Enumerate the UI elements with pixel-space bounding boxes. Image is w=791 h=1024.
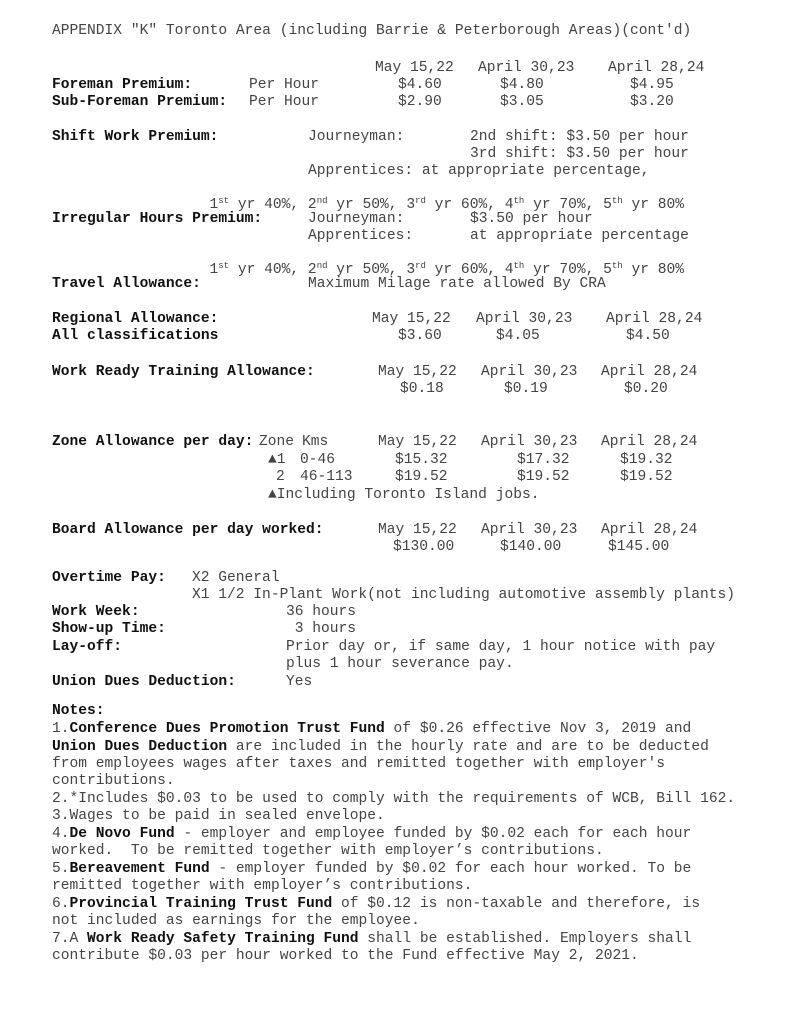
show-up-time-label: Show-up Time: xyxy=(52,621,166,637)
year-pct: yr 40%, xyxy=(229,262,308,278)
work-week-value: 36 hours xyxy=(286,604,357,620)
foreman-unit: Per Hour xyxy=(249,77,320,93)
third-shift-rate: 3rd shift: $3.50 per hour xyxy=(470,146,689,162)
year-pct: yr 70%, xyxy=(524,262,604,278)
travel-allowance-value: Maximum Milage rate allowed By CRA xyxy=(308,276,606,292)
note-text: of $0.26 effective Nov 3, 2019 and xyxy=(384,721,692,737)
zone-number: 2 xyxy=(276,469,285,485)
board-allowance-label: Board Allowance per day worked: xyxy=(52,522,324,538)
year-num: 5 xyxy=(603,197,612,213)
zone-col-kms: Kms xyxy=(302,434,329,450)
foreman-value: $4.60 xyxy=(398,77,442,93)
zone-value: $15.32 xyxy=(395,452,448,468)
note-text: shall be established. Employers shall xyxy=(358,931,692,947)
foreman-value: $4.95 xyxy=(630,77,674,93)
year-pct: yr 70%, xyxy=(524,197,604,213)
zone-value: $19.52 xyxy=(517,469,570,485)
page-title: APPENDIX "K" Toronto Area (including Barrie & Peterborough Areas)(cont'd) xyxy=(52,23,692,39)
note-1-line-3: from employees wages after taxes and remitted together with employer's xyxy=(52,756,666,772)
date-header: April 28,24 xyxy=(601,364,698,380)
note-number: 1. xyxy=(52,721,70,737)
note-5-line-2: remitted together with employer’s contributions. xyxy=(52,878,473,894)
year-pct: yr 60%, xyxy=(425,197,505,213)
note-5-line-1 xyxy=(52,861,691,878)
zone-kms: 46-113 xyxy=(300,469,353,485)
zone-footnote: ▲Including Toronto Island jobs. xyxy=(268,487,540,503)
year-suffix: nd xyxy=(316,261,328,271)
note-1-line-1 xyxy=(52,721,691,738)
year-pct: yr 80% xyxy=(622,262,685,278)
date-header: April 28,24 xyxy=(601,522,698,538)
lay-off-label: Lay-off: xyxy=(52,639,123,655)
irregular-apprentices-label: Apprentices: xyxy=(308,228,414,244)
show-up-time-value: 3 hours xyxy=(286,621,357,637)
year-num: 3 xyxy=(406,262,416,278)
date-header: April 30,23 xyxy=(481,364,578,380)
shift-apprentice-years xyxy=(192,180,684,214)
irregular-apprentice-years xyxy=(192,245,684,279)
regional-value: $4.05 xyxy=(496,328,540,344)
regional-value: $4.50 xyxy=(626,328,670,344)
year-num: 4 xyxy=(504,262,514,278)
note-3: 3.Wages to be paid in sealed envelope. xyxy=(52,808,385,824)
zone-value: $19.52 xyxy=(395,469,448,485)
date-header: April 28,24 xyxy=(608,60,705,76)
note-1-line-4: contributions. xyxy=(52,773,175,789)
foreman-premium-label: Foreman Premium: xyxy=(52,77,193,93)
zone-number: ▲1 xyxy=(268,452,286,468)
note-emphasis: Work Ready Safety Training Fund xyxy=(87,931,359,947)
year-suffix: nd xyxy=(316,196,328,206)
note-1-line-2 xyxy=(52,739,709,756)
zone-value: $17.32 xyxy=(517,452,570,468)
year-suffix: st xyxy=(218,196,230,206)
sub-foreman-value: $2.90 xyxy=(398,94,442,110)
date-header: May 15,22 xyxy=(378,364,457,380)
note-text: of $0.12 is non-taxable and therefore, is xyxy=(332,896,701,912)
year-suffix: rd xyxy=(415,261,426,271)
note-text: - employer and employee funded by $0.02 each for each hour xyxy=(174,826,692,842)
note-2: 2.*Includes $0.03 to be used to comply with the requirements of WCB, Bill 162. xyxy=(52,791,736,807)
shift-journeyman-label: Journeyman: xyxy=(308,129,405,145)
note-7-line-1 xyxy=(52,931,691,948)
work-week-label: Work Week: xyxy=(52,604,140,620)
overtime-line-2: X1 1/2 In-Plant Work(not including automotive assembly plants) xyxy=(192,587,735,603)
notes-heading: Notes: xyxy=(52,703,105,719)
year-suffix: th xyxy=(513,196,525,206)
regional-value: $3.60 xyxy=(398,328,442,344)
board-value: $140.00 xyxy=(500,539,562,555)
year-num: 1 xyxy=(209,262,219,278)
date-header: April 30,23 xyxy=(476,311,573,327)
date-header: April 30,23 xyxy=(481,522,578,538)
irregular-apprentices-value: at appropriate percentage xyxy=(470,228,689,244)
sub-foreman-value: $3.05 xyxy=(500,94,544,110)
note-number: 5. xyxy=(52,861,70,877)
year-suffix: st xyxy=(218,261,230,271)
note-7-line-2: contribute $0.03 per hour worked to the Fund effective May 2, 2021. xyxy=(52,948,639,964)
union-dues-value: Yes xyxy=(286,674,313,690)
year-pct: yr 60%, xyxy=(425,262,505,278)
note-text: - employer funded by $0.02 for each hour worked. To be xyxy=(209,861,692,877)
date-header: April 28,24 xyxy=(601,434,698,450)
work-ready-value: $0.20 xyxy=(624,381,668,397)
shift-apprentices: Apprentices: at appropriate percentage, xyxy=(308,163,650,179)
overtime-line-1: X2 General xyxy=(192,570,280,586)
note-number: 6. xyxy=(52,896,70,912)
year-num: 5 xyxy=(603,262,612,278)
note-emphasis: Conference Dues Promotion Trust Fund xyxy=(69,721,385,737)
year-suffix: th xyxy=(611,261,623,271)
sub-foreman-unit: Per Hour xyxy=(249,94,320,110)
note-text: are included in the hourly rate and are to be deducted xyxy=(227,739,709,755)
year-pct: yr 50%, xyxy=(327,262,407,278)
sub-foreman-value: $3.20 xyxy=(630,94,674,110)
overtime-pay-label: Overtime Pay: xyxy=(52,570,166,586)
date-header: April 28,24 xyxy=(606,311,703,327)
note-6-line-2: not included as earnings for the employee. xyxy=(52,913,420,929)
year-num: 2 xyxy=(307,262,317,278)
note-number: 4. xyxy=(52,826,70,842)
irregular-journeyman-value: $3.50 per hour xyxy=(470,211,593,227)
travel-allowance-label: Travel Allowance: xyxy=(52,276,201,292)
zone-value: $19.52 xyxy=(620,469,673,485)
note-number: 7.A xyxy=(52,931,88,947)
date-header: April 30,23 xyxy=(478,60,575,76)
date-header: May 15,22 xyxy=(375,60,454,76)
note-6-line-1 xyxy=(52,896,700,913)
note-emphasis: Bereavement Fund xyxy=(69,861,210,877)
zone-allowance-label: Zone Allowance per day: xyxy=(52,434,254,450)
year-suffix: th xyxy=(611,196,623,206)
note-emphasis: Union Dues Deduction xyxy=(52,739,228,755)
regional-allowance-label: Regional Allowance: xyxy=(52,311,219,327)
work-ready-value: $0.19 xyxy=(504,381,548,397)
board-value: $130.00 xyxy=(393,539,455,555)
shift-work-label: Shift Work Premium: xyxy=(52,129,219,145)
regional-allowance-sublabel: All classifications xyxy=(52,328,219,344)
year-num: 2 xyxy=(307,197,317,213)
year-pct: yr 80% xyxy=(622,197,685,213)
year-num: 1 xyxy=(209,197,219,213)
year-pct: yr 50%, xyxy=(327,197,407,213)
board-value: $145.00 xyxy=(608,539,670,555)
zone-col-zone: Zone xyxy=(259,434,295,450)
year-pct: yr 40%, xyxy=(229,197,308,213)
note-4-line-1 xyxy=(52,826,691,843)
union-dues-label: Union Dues Deduction: xyxy=(52,674,236,690)
date-header: May 15,22 xyxy=(378,434,457,450)
date-header: April 30,23 xyxy=(481,434,578,450)
foreman-value: $4.80 xyxy=(500,77,544,93)
year-suffix: th xyxy=(513,261,525,271)
lay-off-line-1: Prior day or, if same day, 1 hour notice with pay xyxy=(286,639,716,655)
date-header: May 15,22 xyxy=(372,311,451,327)
year-num: 3 xyxy=(406,197,416,213)
irregular-hours-label: Irregular Hours Premium: xyxy=(52,211,263,227)
note-emphasis: Provincial Training Trust Fund xyxy=(69,896,333,912)
year-suffix: rd xyxy=(415,196,426,206)
lay-off-line-2: plus 1 hour severance pay. xyxy=(286,656,514,672)
work-ready-allowance-label: Work Ready Training Allowance: xyxy=(52,364,315,380)
note-4-line-2: worked. To be remitted together with employer’s contributions. xyxy=(52,843,604,859)
irregular-journeyman-label: Journeyman: xyxy=(308,211,405,227)
second-shift-rate: 2nd shift: $3.50 per hour xyxy=(470,129,689,145)
date-header: May 15,22 xyxy=(378,522,457,538)
sub-foreman-premium-label: Sub-Foreman Premium: xyxy=(52,94,228,110)
note-emphasis: De Novo Fund xyxy=(69,826,175,842)
zone-kms: 0-46 xyxy=(300,452,336,468)
zone-value: $19.32 xyxy=(620,452,673,468)
year-num: 4 xyxy=(504,197,514,213)
work-ready-value: $0.18 xyxy=(400,381,444,397)
